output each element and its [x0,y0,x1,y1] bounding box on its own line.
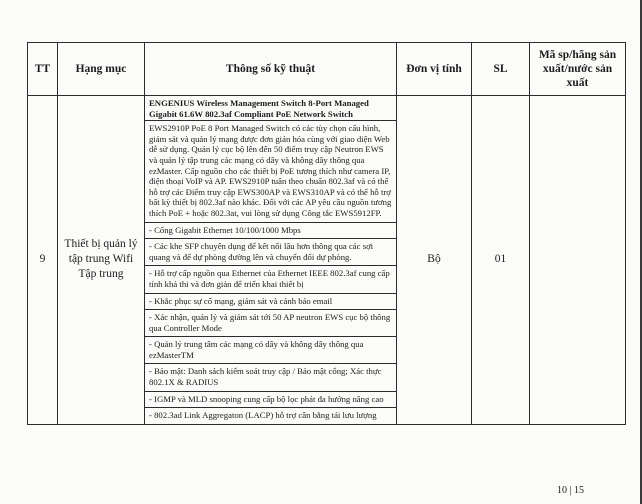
header-brand: Mã sp/hãng sản xuất/nước sản xuất [530,43,626,96]
header-tt: TT [28,43,58,96]
spec-item: - Hỗ trợ cấp nguồn qua Ethernet của Ethernet IEEE 802.3af cung cấp tính khả thi và đơn giản để triển khai thiết bị [145,266,396,293]
spec-item: - Xác nhận, quản lý và giám sát tới 50 AP neutron EWS cục bộ thông qua Controller Mode [145,310,396,337]
spec-item: - Quản lý trung tâm các mạng có dây và không dây thông qua ezMasterTM [145,337,396,364]
spec-content [145,96,396,424]
header-qty: SL [472,43,530,96]
cell-category [58,96,145,425]
header-unit: Đơn vị tính [397,43,472,96]
table-row [28,96,626,425]
spec-item: - Các khe SFP chuyên dụng để kết nối lâu hơn thông qua các sợi quang và để dự phòng đường lên và chuyển đổi dự phòng. [145,239,396,266]
page-number: 10 | 15 [557,485,585,496]
spec-description: EWS2910P PoE 8 Port Managed Switch có các tùy chọn cấu hình, giám sát và quản lý mạng được đơn giản hóa cùng với giao diện Web dễ sử dụng. Quản lý cục bộ lên đến 50 điểm truy cập Neutron EWS và quản lý tập trung các mạng có dây và không dây thông qua ezMaster. Cấp nguồn cho các thiết bị PoE tương thích như camera IP, điện thoại VoIP và AP. EWS2910P tuân theo chuẩn 802.3af và có thể hỗ trợ các Điểm truy cập EWS300AP và EWS310AP và có thể hỗ trợ bất kỳ thiết bị 802.3af nào khác. Đối với các AP yêu cầu nguồn tương thích PoE + hoặc 802.3at, vui lòng sử dụng Công tắc EWS5912FP. [145,121,396,222]
spec-item: - 802.3ad Link Aggregaton (LACP) hỗ trợ cân bằng tải lưu lượng [149,410,377,421]
spec-item: - IGMP và MLD snooping cung cấp bộ lọc phát đa hướng nâng cao [145,392,396,409]
header-row [28,43,626,96]
cell-tt: 9 [28,96,58,425]
cell-qty: 01 [472,96,530,425]
spec-item: - Khắc phục sự cố mạng, giám sát và cảnh báo email [145,294,396,311]
spec-item: - Bảo mật: Danh sách kiểm soát truy cập / Bảo mật cổng; Xác thực 802.1X & RADIUS [145,364,396,391]
header-category: Hạng mục [58,43,145,96]
spec-table [27,42,626,425]
cell-unit: Bộ [397,96,472,425]
cell-specs [145,96,397,425]
spec-title: ENGENIUS Wireless Management Switch 8-Port Managed Gigabit 61.6W 802.3af Compliant PoE Network Switch [145,96,396,121]
cell-brand [530,96,626,425]
header-specs: Thông số kỹ thuật [145,43,397,96]
spec-item: - Cổng Gigabit Ethernet 10/100/1000 Mbps [145,223,396,240]
category-text: Thiết bị quản lý tập trung Wifi Tập trung [64,238,138,281]
